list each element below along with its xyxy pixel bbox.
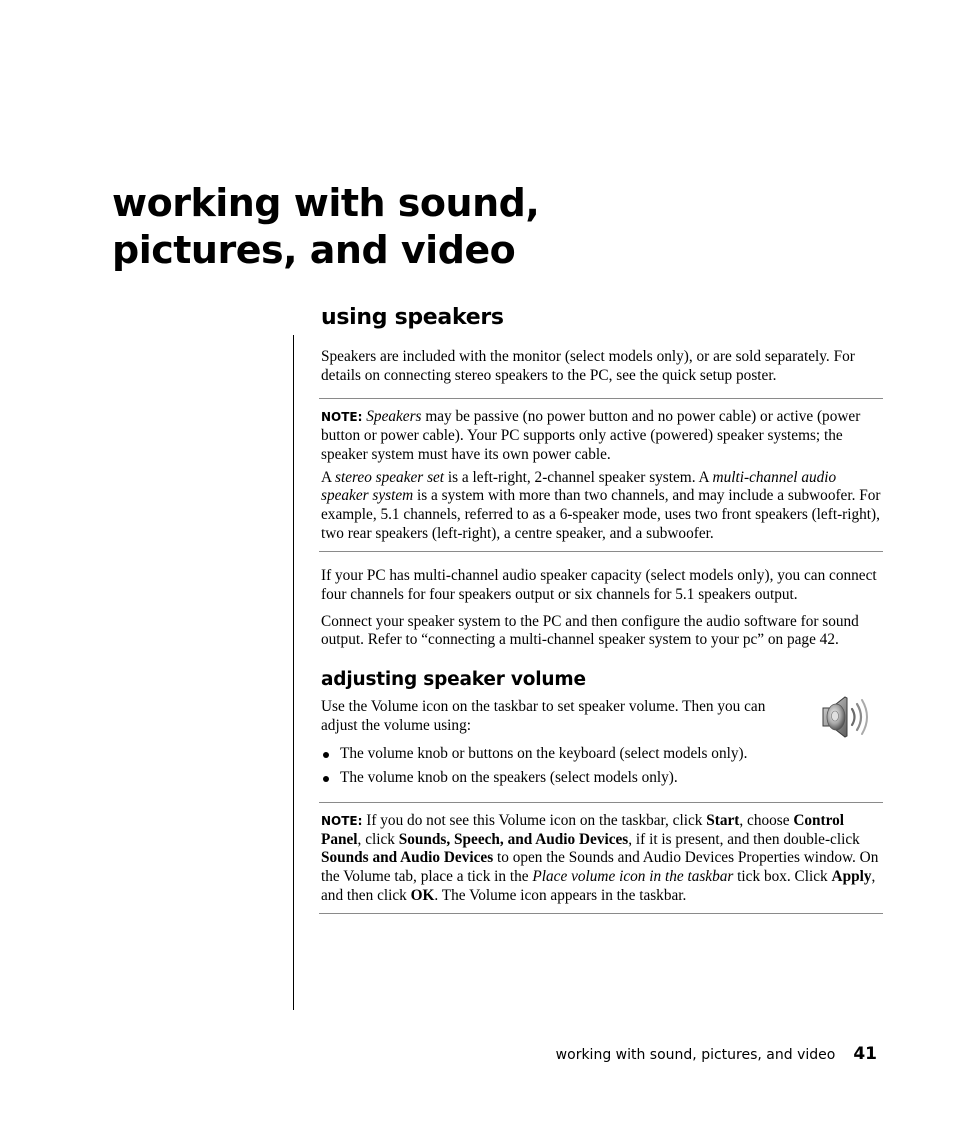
ui-term: Control Panel [321,811,845,848]
note-emphasis: Speakers [366,408,422,426]
speakers-intro-paragraph: Speakers are included with the monitor (select models only), or are sold separately. For details on connecting stereo speakers to the PC, see the quick setup poster. [321,348,855,384]
chapter-title-line-2: pictures, and video [112,228,516,272]
note-emphasis: Place volume icon in the taskbar [532,868,734,886]
volume-icon-note [319,802,883,915]
ui-term: Start [706,811,740,829]
note-text: may be passive (no power button and no power cable) or active (power button or power cable). Your PC supports only active (powered) speaker systems; the speaker system must have its own power cable. [321,408,861,463]
note-text: If you do not see this Volume icon on the taskbar, click [362,811,707,829]
note-emphasis: multi-channel audio speaker system [321,468,837,505]
note-text: is a left-right, 2-channel speaker system. A [444,468,713,486]
chapter-title [112,180,712,274]
note-text: to open the Sounds and Audio Devices Properties window. On the Volume tab, place a tick in the [321,849,879,886]
ui-term: Sounds, Speech, and Audio Devices [398,830,629,848]
list-item: The volume knob or buttons on the keyboard (select models only). [321,745,881,764]
note-label: NOTE: [321,813,363,828]
ui-term: Apply [831,868,872,886]
note-emphasis: stereo speaker set [335,468,445,486]
note-text: , click [357,830,399,848]
note-text: A [321,468,336,486]
note-text: . The Volume icon appears in the taskbar. [434,886,687,904]
speaker-types-note [319,398,883,552]
main-content [321,305,881,914]
note-paragraph [321,812,883,906]
volume-methods-list [321,745,881,788]
chapter-title-line-1: working with sound, [112,181,540,225]
speaker-volume-icon [819,692,871,742]
margin-rule [293,335,294,1010]
multichannel-paragraph: If your PC has multi-channel audio speaker capacity (select models only), you can connect four channels for four speakers output or six channels for 5.1 speakers output. [321,567,877,604]
connect-paragraph: Connect your speaker system to the PC and then configure the audio software for sound output. Refer to “connecting a multi-channel speaker system to your pc” on page 42. [321,612,859,649]
note-text: , and then click [321,868,876,904]
note-text: , if it is present, and then double-click [628,830,860,848]
ui-term: Sounds and Audio Devices [321,849,494,867]
subsection-heading: adjusting speaker volume [321,669,586,691]
note-paragraph [321,408,883,464]
volume-intro-paragraph: Use the Volume icon on the taskbar to set speaker volume. Then you can adjust the volume using: [321,698,766,734]
section-heading: using speakers [321,305,504,330]
page-number: 41 [853,1044,877,1064]
note-text: tick box. Click [733,868,832,886]
volume-intro-block [321,698,881,735]
note-label: NOTE: [321,410,363,425]
note-text: is a system with more than two channels, and may include a subwoofer. For example, 5.1 channels, referred to as a 6-speaker mode, uses two front speakers (left-right), two rear speakers (left-right), a centre speaker, and a subwoofer. [321,487,881,542]
note-paragraph [321,469,883,544]
list-item: The volume knob on the speakers (select models only). [321,769,881,788]
page-footer [556,1043,877,1066]
running-title: working with sound, pictures, and video [555,1047,836,1063]
note-text: , choose [739,811,794,829]
ui-term: OK [410,886,435,904]
